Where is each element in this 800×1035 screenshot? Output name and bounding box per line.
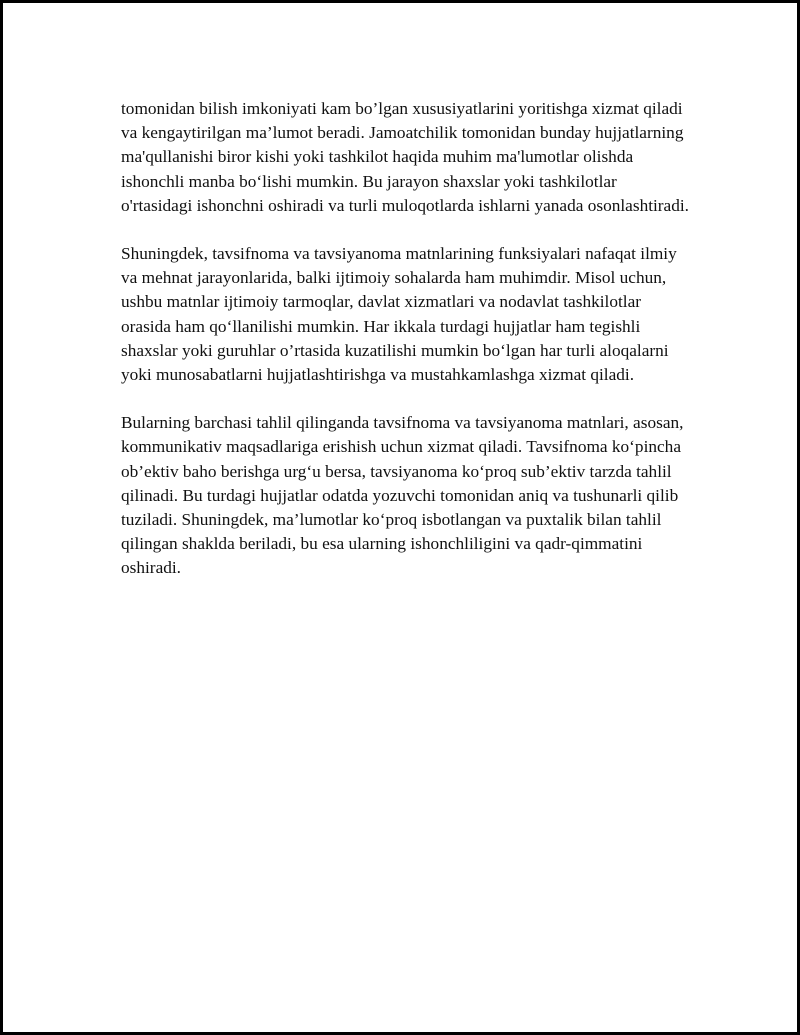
document-body <box>121 97 691 605</box>
paragraph-1: tomonidan bilish imkoniyati kam bo’lgan xususiyatlarini yoritishga xizmat qiladi va kengaytirilgan ma’lumot beradi. Jamoatchilik tomonidan bunday hujjatlarning ma'qullanishi biror kishi yoki tashkilot haqida muhim ma'lumotlar olishda ishonchli manba bo‘lishi mumkin. Bu jarayon shaxslar yoki tashkilotlar o'rtasidagi ishonchni oshiradi va turli muloqotlarda ishlarni yanada osonlashtiradi. <box>121 99 689 215</box>
paragraph-2: Shuningdek, tavsifnoma va tavsiyanoma matnlarining funksiyalari nafaqat ilmiy va mehnat jarayonlarida, balki ijtimoiy sohalarda ham muhimdir. Misol uchun, ushbu matnlar ijtimoiy tarmoqlar, davlat xizmatlari va nodavlat tashkilotlar orasida ham qo‘llanilishi mumkin. Har ikkala turdagi hujjatlar ham tegishli shaxslar yoki guruhlar o’rtasida kuzatilishi mumkin bo‘lgan har turli aloqalarni yoki munosabatlarni hujjatlashtirishga va mustahkamlashga xizmat qiladi. <box>121 244 677 385</box>
paragraph-3: Bularning barchasi tahlil qilinganda tavsifnoma va tavsiyanoma matnlari, asosan, kommunikativ maqsadlariga erishish uchun xizmat qiladi. Tavsifnoma ko‘pincha ob’ektiv baho berishga urg‘u bersa, tavsiyanoma ko‘proq sub’ektiv tarzda tahlil qilinadi. Bu turdagi hujjatlar odatda yozuvchi tomonidan aniq va tushunarli qilib tuziladi. Shuningdek, ma’lumotlar ko‘proq isbotlangan va puxtalik bilan tahlil qilingan shaklda beriladi, bu esa ularning ishonchliligini va qadr-qimmatini oshiradi. <box>121 413 684 578</box>
